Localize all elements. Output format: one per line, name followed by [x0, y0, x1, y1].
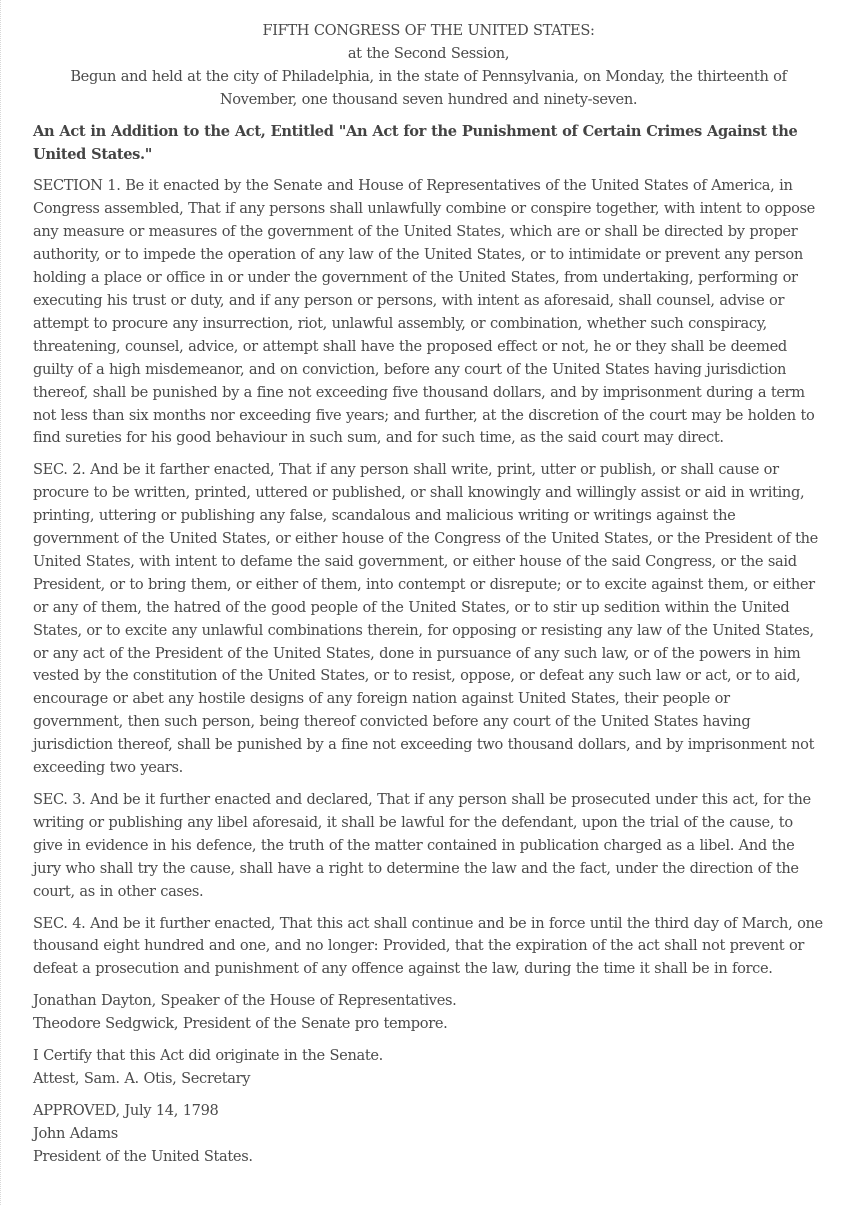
- certification-statement: I Certify that this Act did originate in the Senate.: [33, 1047, 383, 1065]
- section-1: SECTION 1. Be it enacted by the Senate and House of Representatives of the United States of America, in Congress assembled, That if any persons shall unlawfully combine or conspire together, with intent to oppose any measure or measures of the government of the United States, which are or shall be directed by proper authority, or to impede the operation of any law of the United States, or to intimidate or prevent any person holding a place or office in or under the government of the United States, from undertaking, performing or executing his trust or duty, and if any person or persons, with intent as aforesaid, shall counsel, advise or attempt to procure any insurrection, riot, unlawful assembly, or combination, whether such conspiracy, threatening, counsel, advice, or attempt shall have the proposed effect or not, he or they shall be deemed guilty of a high misdemeanor, and on conviction, before any court of the United States having jurisdiction thereof, shall be punished by a fine not exceeding five thousand dollars, and by imprisonment during a term not less than six months nor exceeding five years; and further, at the discretion of the court may be holden to find sureties for his good behaviour in such sum, and for such time, as the said court may direct.: [33, 177, 815, 447]
- speaker-signature: Jonathan Dayton, Speaker of the House of Representatives.: [33, 992, 457, 1010]
- approver-name: John Adams: [33, 1124, 118, 1142]
- section-3: SEC. 3. And be it further enacted and declared, That if any person shall be prosecuted under this act, for the writing or publishing any libel aforesaid, it shall be lawful for the defendant, upon the trial of the cause, to give in evidence in his defence, the truth of the matter contained in publication charged as a libel. And the jury who shall try the cause, shall have a right to determine the law and the fact, under the direction of the court, as in other cases.: [33, 791, 811, 900]
- document-header: [33, 20, 824, 112]
- section-2: SEC. 2. And be it farther enacted, That if any person shall write, print, utter or publish, or shall cause or procure to be written, printed, uttered or published, or shall knowingly and willingly assist or aid in writing, printing, uttering or publishing any false, scandalous and malicious writing or writings against the government of the United States, or either house of the Congress of the United States, or the President of the United States, with intent to defame the said government, or either house of the said Congress, or the said President, or to bring them, or either of them, into contempt or disrepute; or to excite against them, or either or any of them, the hatred of the good people of the United States, or to stir up sedition within the United States, or to excite any unlawful combinations therein, for opposing or resisting any law of the United States, or any act of the President of the United States, done in pursuance of any such law, or of the powers in him vested by the constitution of the United States, or to resist, oppose, or defeat any such law or act, or to aid, encourage or abet any hostile designs of any foreign nation against United States, their people or government, then such person, being thereof convicted before any court of the United States having jurisdiction thereof, shall be punished by a fine not exceeding two thousand dollars, and by imprisonment not exceeding two years.: [33, 461, 818, 777]
- session-line: at the Second Session,: [347, 44, 510, 62]
- congress-heading: FIFTH CONGRESS OF THE UNITED STATES:: [262, 22, 595, 39]
- certification-block: [33, 1045, 824, 1091]
- senate-president-signature: Theodore Sedgwick, President of the Senate pro tempore.: [33, 1015, 448, 1033]
- approval-block: [33, 1100, 824, 1169]
- act-title: An Act in Addition to the Act, Entitled "An Act for the Punishment of Certain Crimes Against the United States.": [33, 122, 798, 163]
- section-4: SEC. 4. And be it further enacted, That this act shall continue and be in force until the third day of March, one thousand eight hundred and one, and no longer: Provided, that the expiration of the act shall not prevent or defeat a prosecution and punishment of any offence against the law, during the time it shall be in force.: [33, 914, 823, 978]
- attestation: Attest, Sam. A. Otis, Secretary: [33, 1069, 251, 1087]
- approval-date: APPROVED, July 14, 1798: [33, 1101, 219, 1119]
- signatures-block: [33, 990, 824, 1036]
- location-date-line: Begun and held at the city of Philadelphia, in the state of Pennsylvania, on Monday, the thirteenth of November, one thousand seven hundred and ninety-seven.: [70, 67, 787, 108]
- approver-title: President of the United States.: [33, 1147, 253, 1165]
